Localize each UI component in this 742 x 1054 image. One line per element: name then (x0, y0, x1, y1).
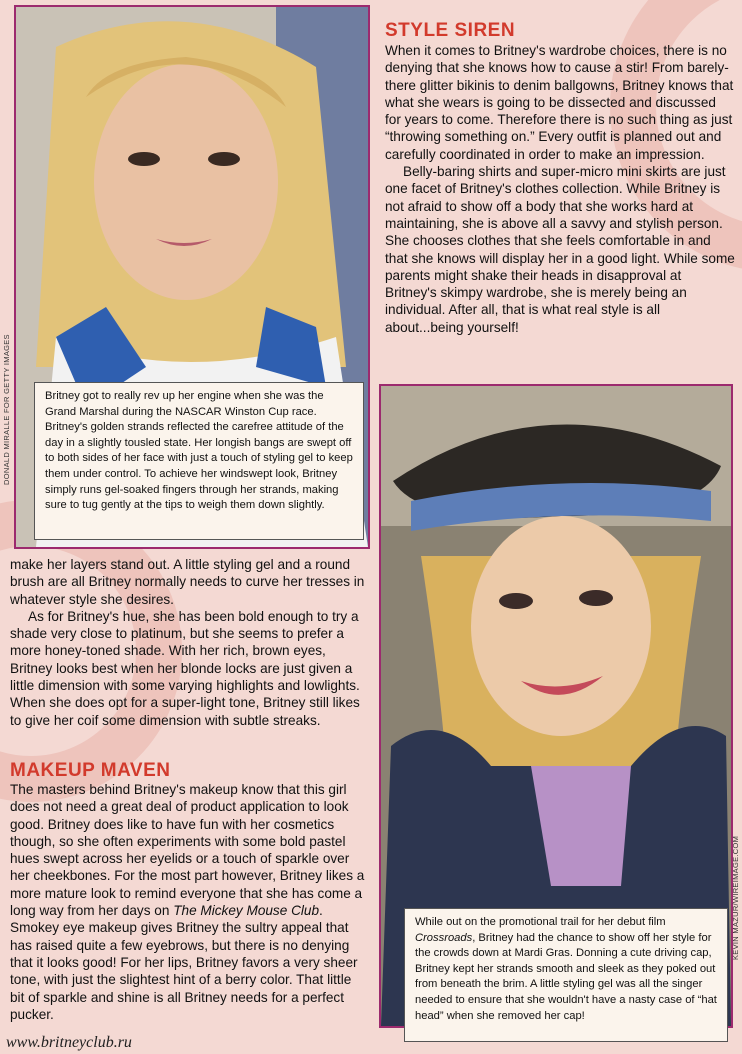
makeup-maven-heading: MAKEUP MAVEN (10, 760, 171, 781)
photo-top-credit: DONALD MIRALLE FOR GETTY IMAGES (2, 334, 11, 485)
photo-bottom-caption-text (415, 915, 717, 1024)
photo-bottom-credit: KEVIN MAZUR/WIREIMAGE.COM (731, 835, 740, 960)
hair-text (10, 556, 365, 729)
makeup-maven-body (10, 781, 365, 1023)
caption-italic: Crossroads (415, 931, 473, 944)
style-siren-paragraph-2: Belly-baring shirts and super-micro mini skirts are just one facet of Britney's clothes collection. While Britney is not afraid to show off a body that she works hard at maintaining, she is above all a savvy and stylish person. She chooses clothes that she feels comfortable in and that she knows will display her in a good light. While some parents might shake their heads in disapproval at Britney's skimpy wardrobe, she is merely being an individual. After all, that is what real style is all about...being yourself! (385, 164, 735, 335)
photo-top-caption-text: Britney got to really rev up her engine when she was the Grand Marshal during the NASCAR Winston Cup race. Britney's golden strands reflected the carefree attitude of the day in a slightly tousled state. Her longish bangs are swept off to both sides of her face with just a touch of styling gel to keep them under control. To achieve her windswept look, Britney simply runs gel-soaked fingers through her strands, making sure to tug gently at the tips to weigh them down slightly. (45, 390, 353, 512)
style-siren-body (385, 42, 735, 336)
photo-top-caption (34, 382, 364, 540)
style-siren-heading: STYLE SIREN (385, 20, 516, 41)
hair-paragraph-2: As for Britney's hue, she has been bold enough to try a shade very close to platinum, but she seems to prefer a more honey-toned shade. With her rich, brown eyes, Britney looks best when her blonde locks are just given a little dimension with some varying highlights and lowlights. When she does opt for a super-light tone, Britney still likes to give her coif some dimension with subtle streaks. (10, 608, 360, 728)
makeup-maven-paragraph-1 (10, 781, 365, 1023)
makeup-text-part-2: . Smokey eye makeup gives Britney the sultry appeal that has raised quite a few eyebrows, but there is no denying that it looks good! For her lips, Britney favors a very sheer tone, with just the slightest hint of a berry color. That little bit of sparkle and shine is all Britney needs for a perfect pucker. (10, 903, 358, 1022)
makeup-text-italic: The Mickey Mouse Club (173, 903, 320, 919)
caption-part-2: , Britney had the chance to show off her style for the crowds down at Mardi Gras. Donning a cute driving cap, Britney kept her strands smooth and sleek as they poked out from beneath the brim. A little styling gel was all the singer needed to ensure that she wouldn't have a nasty case of “hat head” when she removed her cap! (415, 931, 717, 1022)
caption-part-1: While out on the promotional trail for her debut film (415, 916, 666, 928)
hair-paragraph-1: make her layers stand out. A little styling gel and a round brush are all Britney normally needs to curve her tresses in whatever style she desires. (10, 557, 365, 607)
watermark: www.britneyclub.ru (6, 1034, 132, 1051)
style-siren-paragraph-1: When it comes to Britney's wardrobe choices, there is no denying that she knows how to cause a stir! From barely-there glitter bikinis to denim ballgowns, Britney knows that what she wears is going to be dissected and discussed for years to come. Therefore there is no such thing as just “throwing something on.” Every outfit is planned out and carefully coordinated in order to make an impression. (385, 43, 734, 162)
makeup-text-part-1: The masters behind Britney's makeup know that this girl does not need a great deal of product application to look good. Britney does like to have fun with her cosmetics though, so she often experiments with some bold pastel hues swept across her eyelids or a touch of sparkle over her cheekbones. For the most part however, Britney likes a more mature look to remind everyone that she has come a long way from her days on (10, 782, 365, 919)
photo-bottom-caption (404, 908, 728, 1042)
